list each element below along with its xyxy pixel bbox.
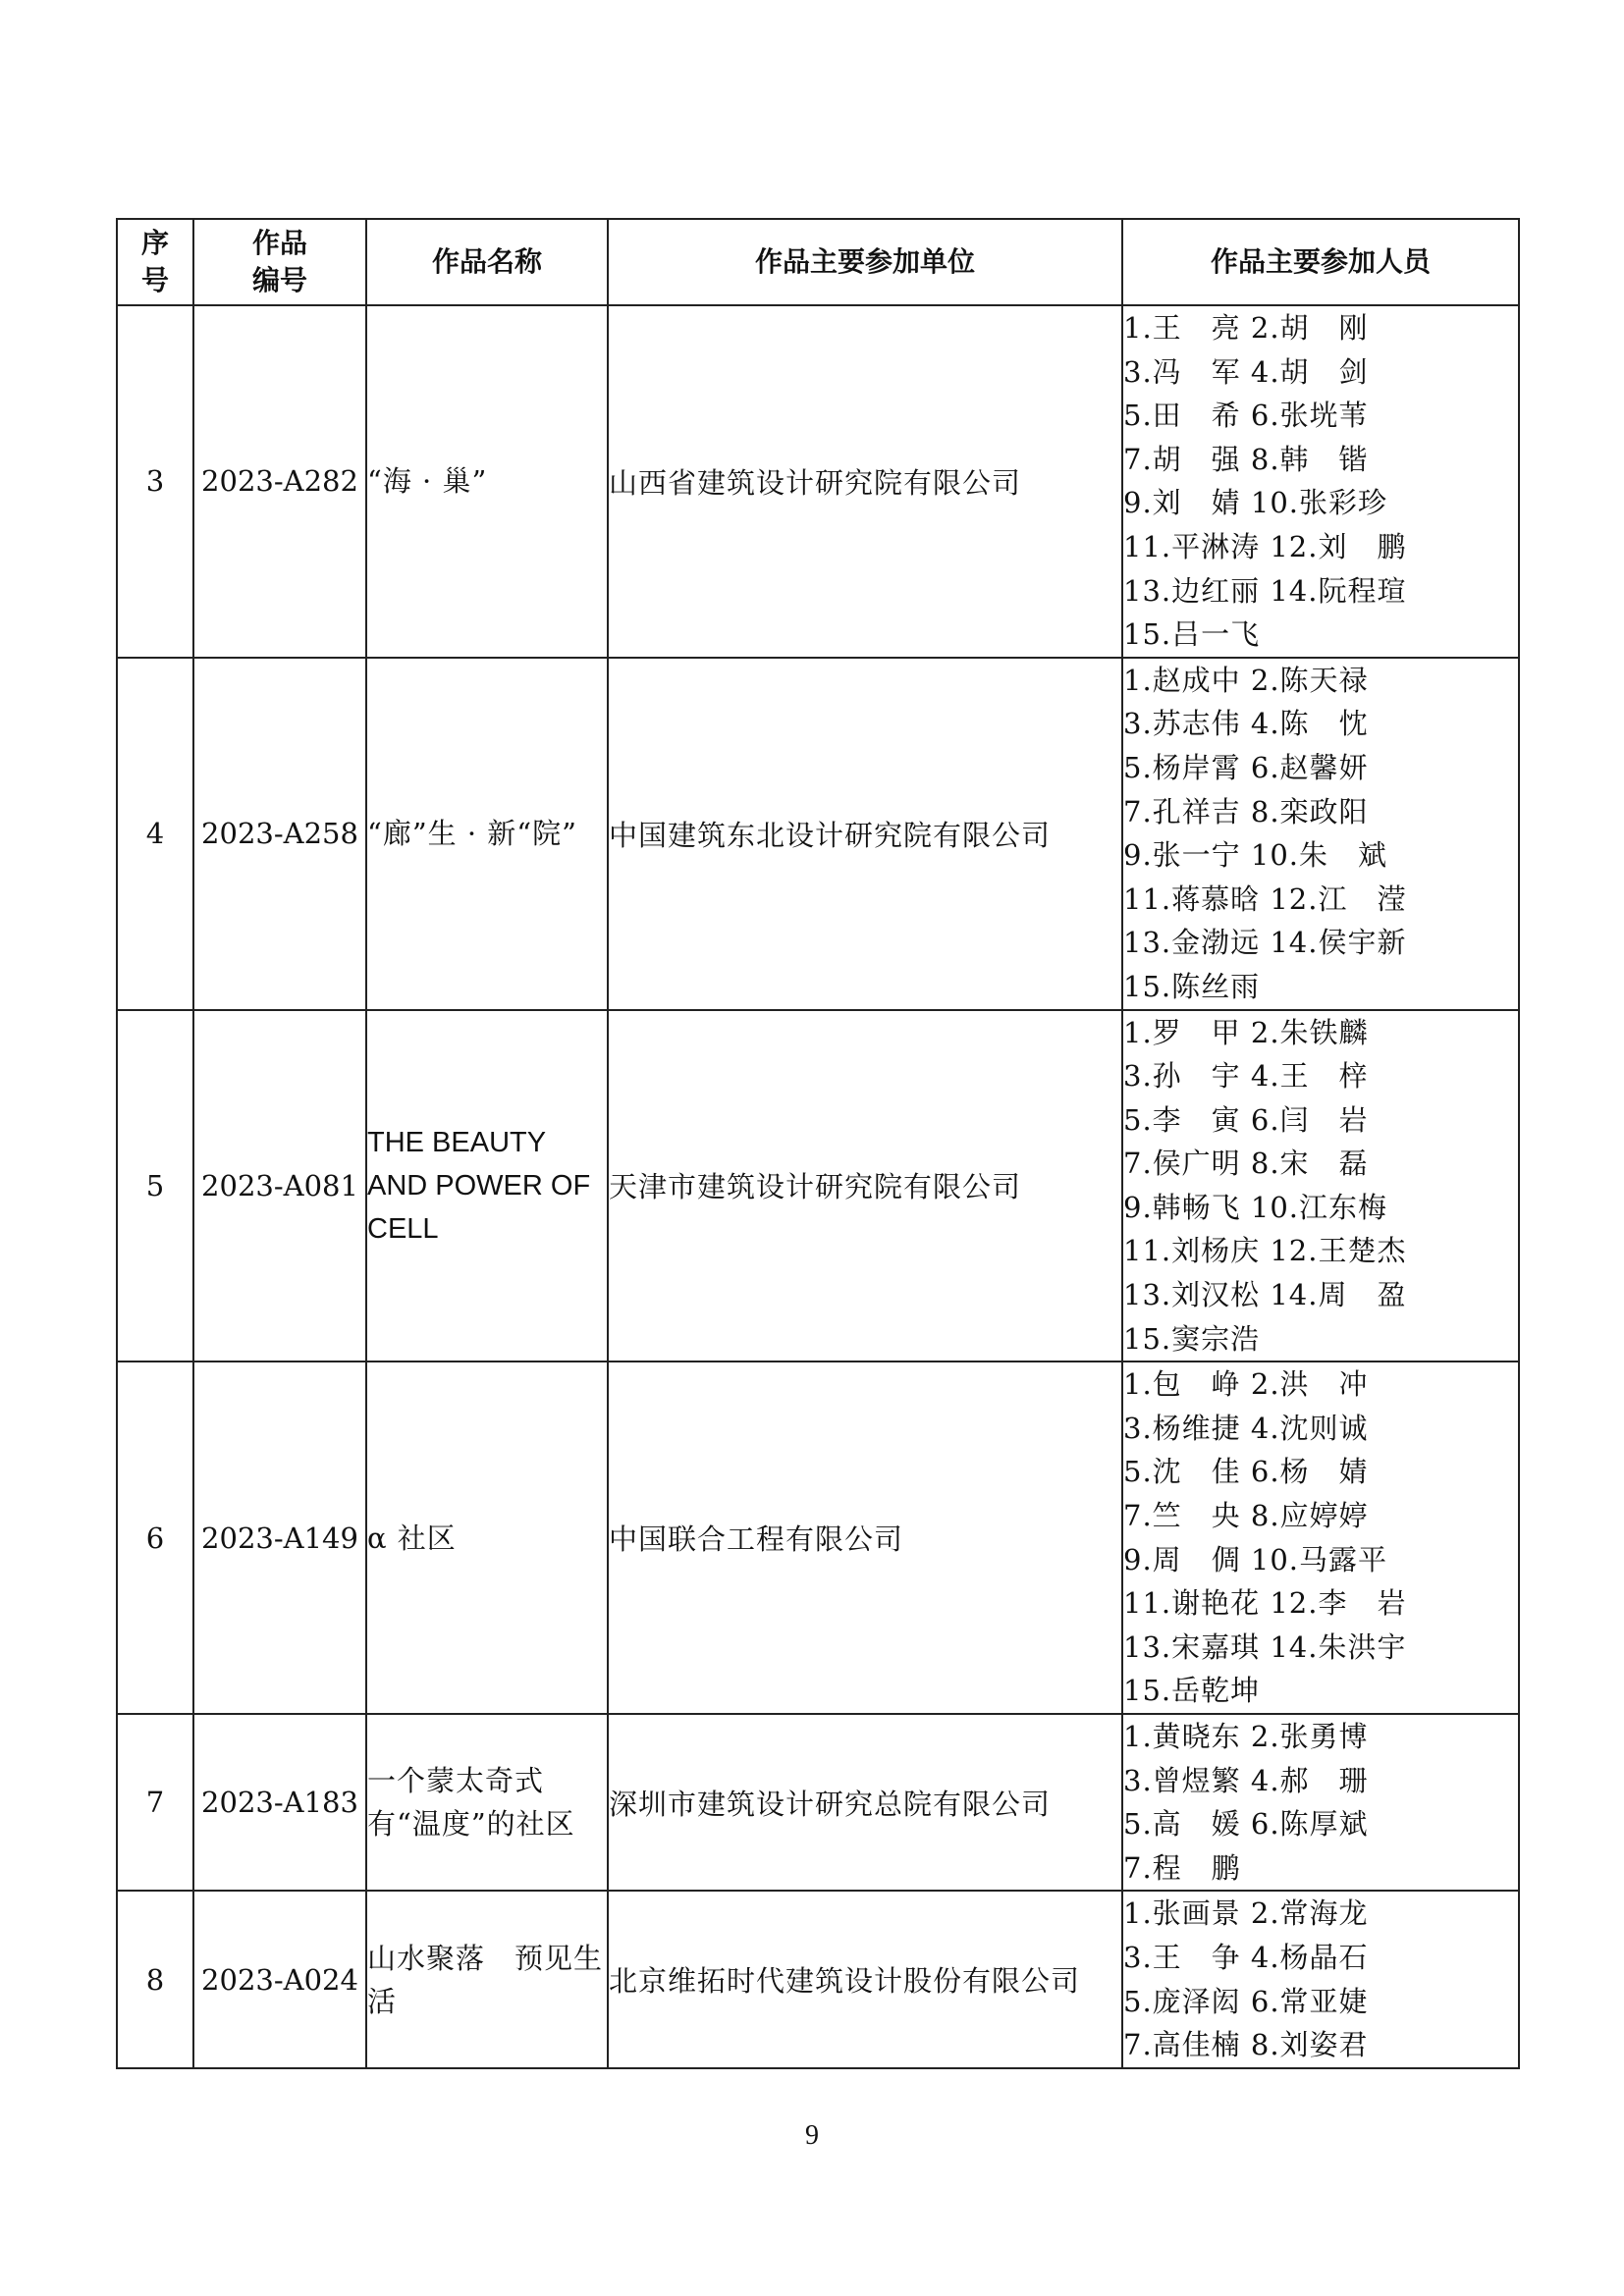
row-seq: 3 [117,305,193,658]
people-line: 15.窦宗浩 [1123,1321,1261,1356]
people-line: 7.程 鹏 [1123,1850,1241,1885]
row-seq: 4 [117,658,193,1010]
awards-table [116,218,1520,2069]
people-line: 3.苏志伟 4.陈 忱 [1123,707,1369,741]
row-title: “海 · 巢” [366,305,608,658]
row-unit: 中国建筑东北设计研究院有限公司 [608,658,1122,1010]
people-line: 3.杨维捷 4.沈则诚 [1123,1411,1369,1445]
table-row [117,1010,1519,1362]
people-line: 13.刘汉松 14.周 盈 [1123,1278,1407,1312]
row-seq: 6 [117,1362,193,1714]
people-line: 7.胡 强 8.韩 锴 [1123,442,1369,476]
header-code [193,219,366,305]
row-unit: 中国联合工程有限公司 [608,1362,1122,1714]
people-line: 11.蒋慕晗 12.江 滢 [1123,881,1407,916]
header-people: 作品主要参加人员 [1122,219,1519,305]
row-code: 2023-A081 [193,1010,366,1362]
header-seq-label: 序号 [140,227,169,296]
row-title: α 社区 [366,1362,608,1714]
row-seq: 7 [117,1714,193,1891]
people-line: 9.韩畅飞 10.江东梅 [1123,1190,1388,1224]
people-line: 15.岳乾坤 [1123,1674,1261,1708]
people-line: 3.曾煜繁 4.郝 珊 [1123,1763,1369,1797]
row-people [1122,1010,1519,1362]
header-code-label: 作品编号 [251,227,307,296]
people-line: 1.王 亮 2.胡 刚 [1123,311,1369,345]
table-row [117,1362,1519,1714]
row-unit: 天津市建筑设计研究院有限公司 [608,1010,1122,1362]
people-line: 15.陈丝雨 [1123,969,1261,1003]
people-line: 5.高 媛 6.陈厚斌 [1123,1807,1369,1842]
people-line: 13.金渤远 14.侯宇新 [1123,926,1407,960]
row-people [1122,305,1519,658]
row-unit: 北京维拓时代建筑设计股份有限公司 [608,1891,1122,2067]
header-title: 作品名称 [366,219,608,305]
page-number: 9 [805,2120,819,2151]
people-line: 9.周 倜 10.马露平 [1123,1542,1388,1576]
people-line: 1.黄晓东 2.张勇博 [1123,1720,1369,1753]
people-line: 13.宋嘉琪 14.朱洪宇 [1123,1629,1407,1664]
table-row [117,1714,1519,1891]
people-line: 1.张画景 2.常海龙 [1123,1896,1369,1931]
row-code: 2023-A024 [193,1891,366,2067]
people-line: 5.杨岸霄 6.赵馨妍 [1123,750,1369,784]
people-line: 7.孔祥吉 8.栾政阳 [1123,794,1369,828]
people-line: 15.吕一飞 [1123,617,1261,652]
table-row [117,658,1519,1010]
people-line: 5.庞泽闳 6.常亚婕 [1123,1984,1369,2018]
row-unit: 山西省建筑设计研究院有限公司 [608,305,1122,658]
people-line: 9.张一宁 10.朱 斌 [1123,838,1388,873]
people-line: 1.罗 甲 2.朱铁麟 [1123,1015,1369,1049]
people-line: 11.刘杨庆 12.王楚杰 [1123,1234,1407,1268]
row-seq: 8 [117,1891,193,2067]
row-people [1122,1714,1519,1891]
people-line: 11.平淋涛 12.刘 鹏 [1123,529,1407,563]
people-line: 7.侯广明 8.宋 磊 [1123,1147,1369,1181]
header-unit: 作品主要参加单位 [608,219,1122,305]
table-row [117,305,1519,658]
people-line: 3.孙 宇 4.王 梓 [1123,1059,1369,1094]
row-title: 山水聚落 预见生活 [366,1891,608,2067]
people-line: 11.谢艳花 12.李 岩 [1123,1586,1407,1621]
row-seq: 5 [117,1010,193,1362]
row-code: 2023-A282 [193,305,366,658]
header-seq [117,219,193,305]
people-line: 7.竺 央 8.应婷婷 [1123,1499,1369,1533]
row-people [1122,1891,1519,2067]
row-unit: 深圳市建筑设计研究总院有限公司 [608,1714,1122,1891]
people-line: 3.王 争 4.杨晶石 [1123,1940,1369,1974]
people-line: 5.田 希 6.张垙苇 [1123,399,1369,433]
table-row [117,1891,1519,2067]
people-line: 9.刘 婧 10.张彩珍 [1123,486,1388,520]
row-code: 2023-A149 [193,1362,366,1714]
row-people [1122,658,1519,1010]
people-line: 13.边红丽 14.阮程瑄 [1123,573,1407,608]
people-line: 1.赵成中 2.陈天禄 [1123,663,1369,697]
row-people [1122,1362,1519,1714]
people-line: 1.包 峥 2.洪 冲 [1123,1367,1369,1402]
people-line: 5.沈 佳 6.杨 婧 [1123,1455,1369,1489]
row-code: 2023-A183 [193,1714,366,1891]
row-title: “廊”生 · 新“院” [366,658,608,1010]
row-code: 2023-A258 [193,658,366,1010]
row-title: THE BEAUTY AND POWER OF CELL [366,1010,608,1362]
people-line: 3.冯 军 4.胡 剑 [1123,354,1369,389]
people-line: 7.高佳楠 8.刘姿君 [1123,2028,1369,2062]
row-title: 一个蒙太奇式有“温度”的社区 [366,1714,608,1891]
header-row [117,219,1519,305]
people-line: 5.李 寅 6.闫 岩 [1123,1102,1369,1137]
